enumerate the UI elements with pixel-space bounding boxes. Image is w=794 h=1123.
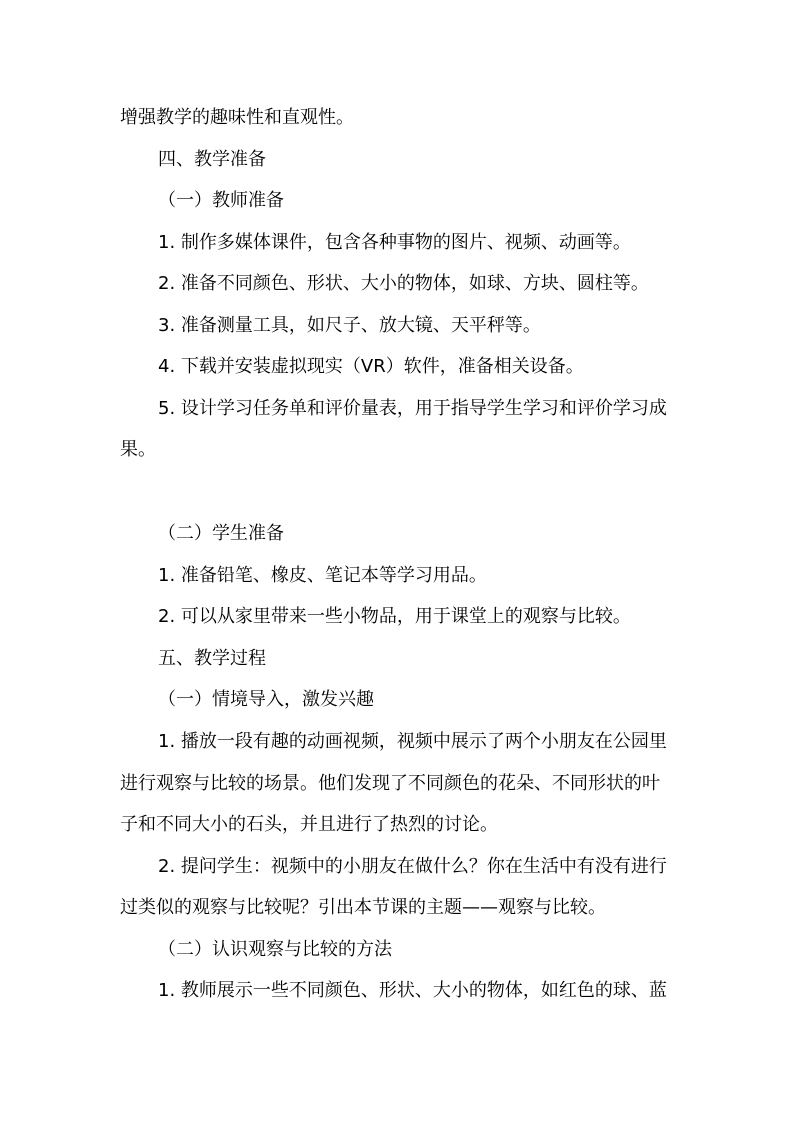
list-item: 1. 制作多媒体课件，包含各种事物的图片、视频、动画等。 xyxy=(158,232,631,253)
list-item: 5. 设计学习任务单和评价量表，用于指导学生学习和评价学习成 xyxy=(158,398,667,419)
subsection-heading: （一）情境导入，激发兴趣 xyxy=(158,689,374,710)
list-item: 2. 提问学生：视频中的小朋友在做什么？你在生活中有没有进行 xyxy=(158,856,667,877)
subsection-heading: （一）教师准备 xyxy=(158,190,284,211)
list-item-continuation: 果。 xyxy=(120,439,156,460)
list-item-continuation: 过类似的观察与比较呢？引出本节课的主题——观察与比较。 xyxy=(120,897,606,918)
list-item: 1. 播放一段有趣的动画视频，视频中展示了两个小朋友在公园里 xyxy=(158,731,667,752)
subsection-heading: （二）学生准备 xyxy=(158,523,284,544)
list-item: 2. 可以从家里带来一些小物品，用于课堂上的观察与比较。 xyxy=(158,606,631,627)
list-item: 1. 教师展示一些不同颜色、形状、大小的物体，如红色的球、蓝 xyxy=(158,980,667,1001)
subsection-heading: （二）认识观察与比较的方法 xyxy=(158,939,392,960)
list-item: 1. 准备铅笔、橡皮、笔记本等学习用品。 xyxy=(158,565,487,586)
list-item: 3. 准备测量工具，如尺子、放大镜、天平秤等。 xyxy=(158,315,541,336)
list-item: 2. 准备不同颜色、形状、大小的物体，如球、方块、圆柱等。 xyxy=(158,273,649,294)
list-item-continuation: 子和不同大小的石头，并且进行了热烈的讨论。 xyxy=(120,814,498,835)
paragraph-line: 增强教学的趣味性和直观性。 xyxy=(120,107,354,128)
list-item: 4. 下载并安装虚拟现实（VR）软件，准备相关设备。 xyxy=(158,356,584,377)
section-heading: 四、教学准备 xyxy=(158,149,266,170)
section-heading: 五、教学过程 xyxy=(158,648,266,669)
list-item-continuation: 进行观察与比较的场景。他们发现了不同颜色的花朵、不同形状的叶 xyxy=(120,773,660,794)
